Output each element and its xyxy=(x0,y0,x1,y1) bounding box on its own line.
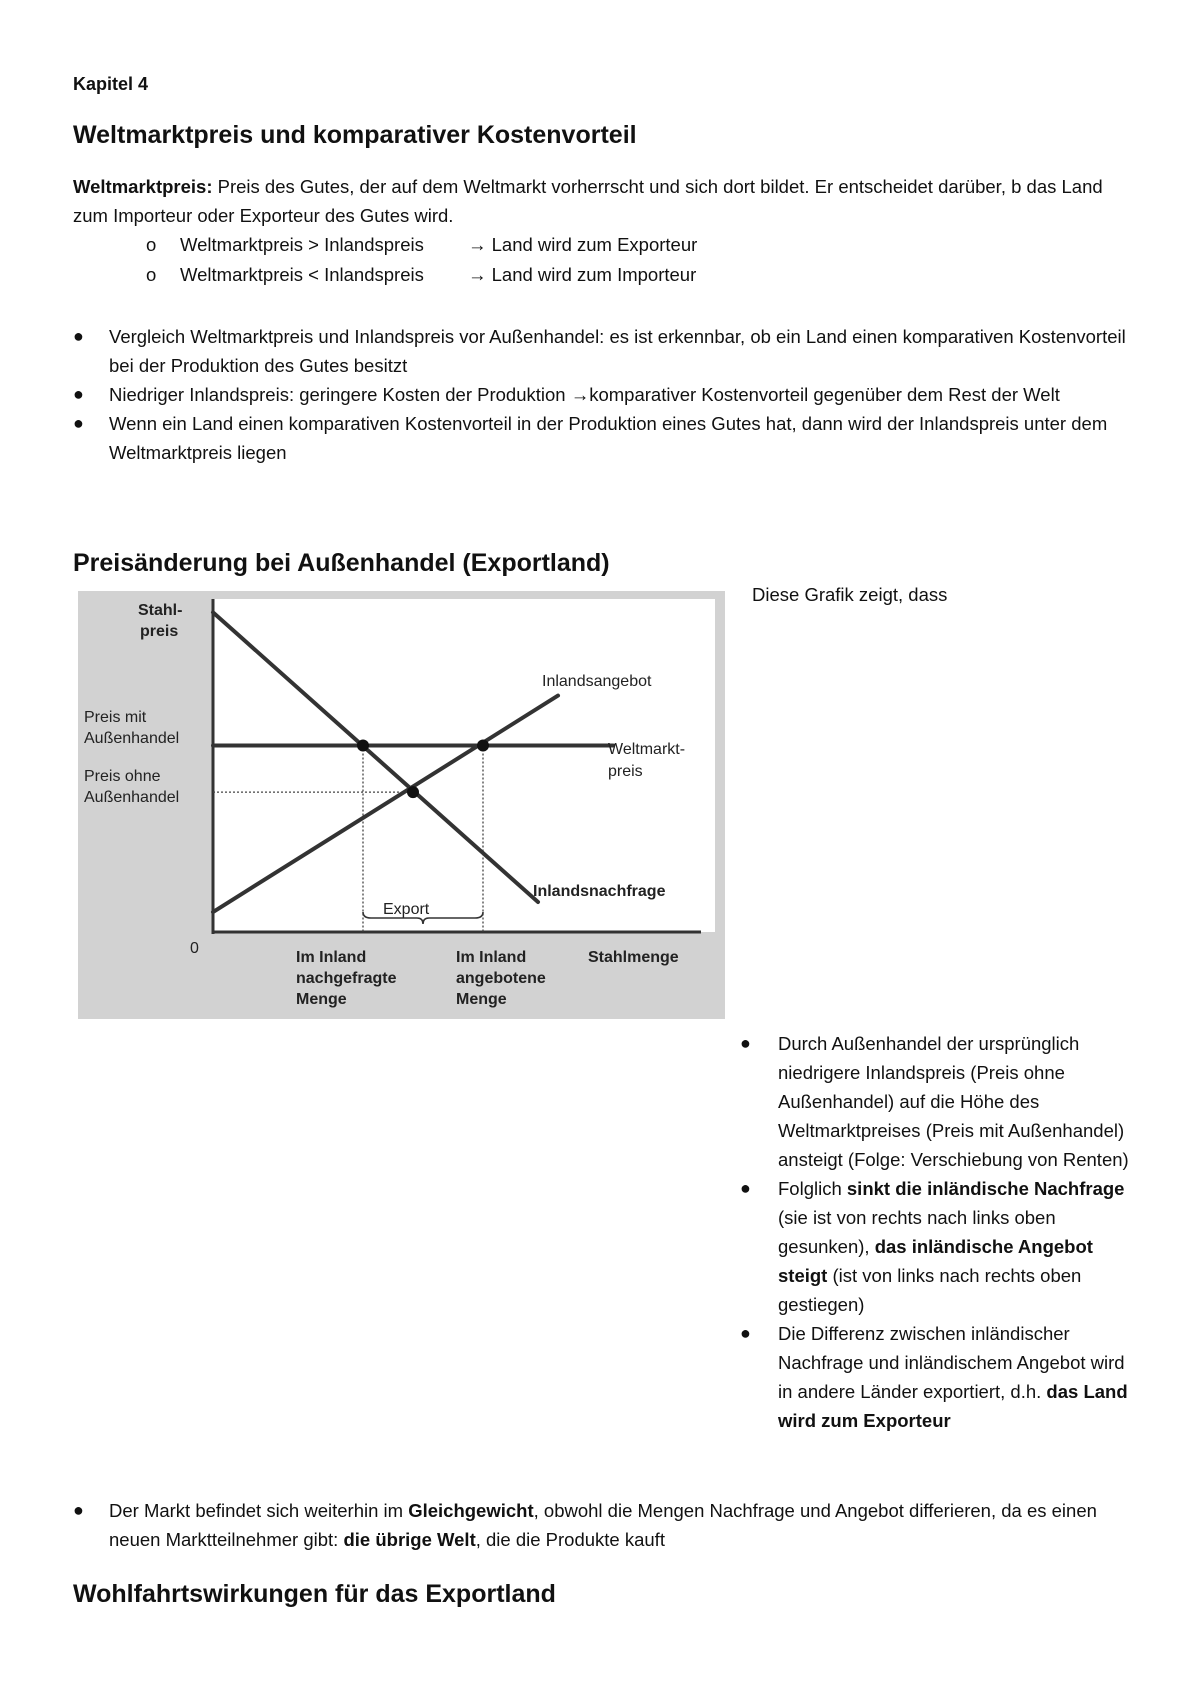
world-price-label-line1: Weltmarkt- xyxy=(608,741,686,758)
origin-label: 0 xyxy=(190,940,199,957)
y-axis-label-line2: preis xyxy=(140,623,179,640)
condition-text: Weltmarktpreis < Inlandspreis xyxy=(180,264,424,285)
condition-list xyxy=(0,230,1200,290)
list-item xyxy=(740,1174,1136,1319)
emphasis-text: sinkt die inländische Nachfrage xyxy=(846,1178,1125,1199)
list-item xyxy=(73,380,1133,409)
supplied-quantity-label-line3: Menge xyxy=(456,991,507,1008)
chart-svg xyxy=(78,591,725,1019)
supply-demand-chart xyxy=(78,591,725,1019)
bullet-icon: ● xyxy=(73,413,84,433)
condition-item xyxy=(0,230,1200,260)
side-note: Diese Grafik zeigt, dass xyxy=(752,584,948,605)
definition-text: Preis des Gutes, der auf dem Weltmarkt vorherrscht und sich dort bildet. Er entscheidet darüber, b das Land zum Importeur oder Exporteur des Gutes wird. xyxy=(73,176,1103,226)
emphasis-text: Gleichgewicht xyxy=(408,1500,534,1521)
condition-result: → Land wird zum Exporteur xyxy=(468,234,698,255)
section-title-wohlfahrt: Wohlfahrtswirkungen für das Exportland xyxy=(73,1580,556,1608)
bullet-list-chart-explanation xyxy=(740,1029,1136,1435)
list-item-text: (ist von links nach rechts oben gestiegen) xyxy=(778,1265,1082,1315)
bullet-icon: ● xyxy=(740,1323,751,1343)
section-title-weltmarktpreis: Weltmarktpreis und komparativer Kostenvorteil xyxy=(73,121,637,149)
equilibrium-without-trade-point xyxy=(407,786,419,798)
list-item xyxy=(73,322,1133,380)
list-marker: o xyxy=(146,264,157,285)
list-item xyxy=(73,409,1133,467)
demand-curve-label: Inlandsnachfrage xyxy=(533,883,666,900)
list-marker: o xyxy=(146,234,157,255)
condition-item xyxy=(0,260,1200,290)
list-item xyxy=(740,1029,1136,1174)
chapter-label: Kapitel 4 xyxy=(73,74,149,94)
list-item-text: Die Differenz zwischen inländischer Nachfrage und inländischem Angebot wird in andere Länder exportiert, d.h. xyxy=(778,1323,1125,1402)
world-price-label-line2: preis xyxy=(608,763,643,780)
price-without-trade-label-line2: Außenhandel xyxy=(84,789,180,806)
x-axis-label: Stahlmenge xyxy=(588,949,679,966)
condition-result: → Land wird zum Importeur xyxy=(468,264,697,285)
export-label: Export xyxy=(383,901,430,918)
y-axis-label-line1: Stahl- xyxy=(138,602,183,619)
section-title-preisaenderung: Preisänderung bei Außenhandel (Exportland) xyxy=(73,549,610,577)
bullet-list-comparative xyxy=(73,322,1133,467)
price-with-trade-label-line1: Preis mit xyxy=(84,709,147,726)
supply-at-world-price-point xyxy=(477,740,489,752)
supplied-quantity-label-line1: Im Inland xyxy=(456,949,527,966)
price-without-trade-label-line1: Preis ohne xyxy=(84,768,161,785)
condition-text: Weltmarktpreis > Inlandspreis xyxy=(180,234,424,255)
price-with-trade-label-line2: Außenhandel xyxy=(84,730,180,747)
list-item-text: Der Markt befindet sich weiterhin im xyxy=(109,1500,409,1521)
list-item-text: , die die Produkte kauft xyxy=(475,1529,665,1550)
bullet-list-equilibrium xyxy=(73,1496,1133,1554)
demand-at-world-price-point xyxy=(357,740,369,752)
definition-paragraph xyxy=(73,172,1133,230)
emphasis-text: das Land wird zum Exporteur xyxy=(778,1381,1128,1431)
list-item-text: (sie ist von rechts nach links oben gesunken), xyxy=(778,1207,1056,1257)
list-item-text: Wenn ein Land einen komparativen Kostenvorteil in der Produktion eines Gutes hat, dann wird der Inlandspreis unter dem Weltmarktpreis liegen xyxy=(109,413,1108,463)
list-item xyxy=(740,1319,1136,1435)
bullet-icon: ● xyxy=(740,1178,751,1198)
list-item-text: Vergleich Weltmarktpreis und Inlandspreis vor Außenhandel: es ist erkennbar, ob ein Land einen komparativen Kostenvorteil bei der Produktion des Gutes besitzt xyxy=(109,326,1126,376)
list-item xyxy=(73,1496,1133,1554)
definition-term: Weltmarktpreis: xyxy=(73,176,213,197)
supply-curve-label: Inlandsangebot xyxy=(542,673,652,690)
list-item-text: Niedriger Inlandspreis: geringere Kosten der Produktion →komparativer Kostenvorteil gegenüber dem Rest der Welt xyxy=(109,384,1060,405)
emphasis-text: die übrige Welt xyxy=(343,1529,476,1550)
bullet-icon: ● xyxy=(73,326,84,346)
demanded-quantity-label-line2: nachgefragte xyxy=(296,970,397,987)
bullet-icon: ● xyxy=(740,1033,751,1053)
demanded-quantity-label-line1: Im Inland xyxy=(296,949,367,966)
list-item-text: Folglich xyxy=(778,1178,847,1199)
emphasis-text: das inländische Angebot steigt xyxy=(778,1236,1093,1286)
list-item-text: Durch Außenhandel der ursprünglich niedrigere Inlandspreis (Preis ohne Außenhandel) auf die Höhe des Weltmarktpreises (Preis mit Außenhandel) ansteigt (Folge: Verschiebung von Renten) xyxy=(778,1033,1129,1170)
bullet-icon: ● xyxy=(73,384,84,404)
list-item-text: , obwohl die Mengen Nachfrage und Angebot differieren, da es einen neuen Marktteilnehmer gibt: xyxy=(109,1500,1097,1550)
supplied-quantity-label-line2: angebotene xyxy=(456,970,546,987)
bullet-icon: ● xyxy=(73,1500,84,1520)
demanded-quantity-label-line3: Menge xyxy=(296,991,347,1008)
